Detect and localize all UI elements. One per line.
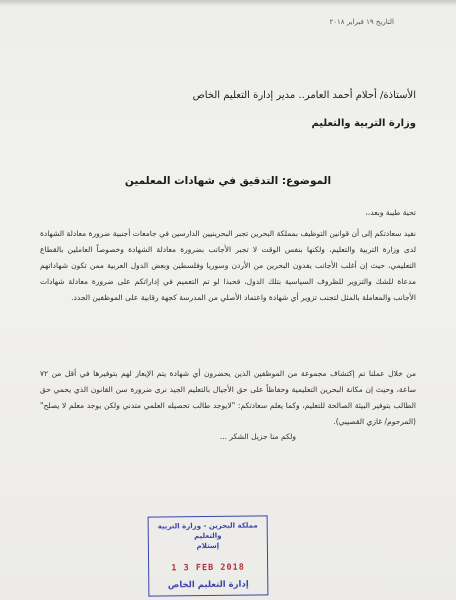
body-paragraph-2: من خلال عملنا تم إكتشاف مجموعة من الموظفين الذين يحضرون أي شهادة يتم الإيعاز لهم بتوفيرها في أقل من ٧٢ ساعة، وحيث إن مكانة البحرين التعليمية وحفاظاً على حق الأجيال بالتعليم الجيد نرى ضرورة سن القانون الذي يحمي حق الطالب بتوفير البيئة الصالحة للتعليم، وكما يعلم سعادتكم: "لايوجد طالب تحصيله العلمي متدني ولكن يوجد معلم لا يصلح" (المرحوم/ غازي القصيبي). [40, 369, 416, 426]
stamp-line-1: مملكة البحرين - وزارة التربية والتعليم [157, 521, 258, 541]
letter-subject: الموضوع: التدقيق في شهادات المعلمين [124, 175, 332, 187]
recipient-ministry: وزارة التربية والتعليم [311, 118, 416, 129]
paper-fold-shadow [0, 0, 456, 6]
letter-date: التاريخ ١٩ فبراير ٢٠١٨ [329, 18, 394, 26]
received-stamp [148, 515, 269, 596]
stamp-date: 1 3 FEB 2018 [171, 562, 245, 574]
recipient-name: الأستاذة/ أحلام أحمد العامر.. مدير إدارة التعليم الخاص [192, 90, 416, 101]
body-paragraph-1: نفيد سعادتكم إلى أن قوانين التوظيف بمملكة البحرين تجبر البحرينيين الدارسين في جامعات أجنبية ضرورة معادلة الشهادة لدى وزارة التربية والتعليم، ولكنها بنفس الوقت لا تجبر الأجانب بضرورة معادلة الشهادة وخصوصاً العاملين بالقطاع التعليمي، حيث إن أغلب الأجانب يفدون البحرين من الأردن وسوريا وفلسطين وبعض الدول العربية ممن تكون شهاداتهم مدعاة للشك والتزوير للظروف السياسية بتلك الدول، فحبذا لو تم التعميم في إداراتكم على ضرورة معادلة شهادات الأجانب والمعاملة بالمثل لتجنب تزوير أي شهادة واعتماد الأصلي من المدرسة كجهة رقابية على الموظفين الجدد. [40, 229, 416, 302]
letter-greeting: تحية طيبة وبعد،، [365, 208, 416, 217]
stamp-line-2: إستلام [196, 541, 220, 551]
stamp-footer: إدارة التعليم الخاص [167, 579, 249, 591]
letter-closing: ولكم منا جزيل الشكر ... [219, 432, 296, 441]
stamp-header [149, 516, 267, 551]
